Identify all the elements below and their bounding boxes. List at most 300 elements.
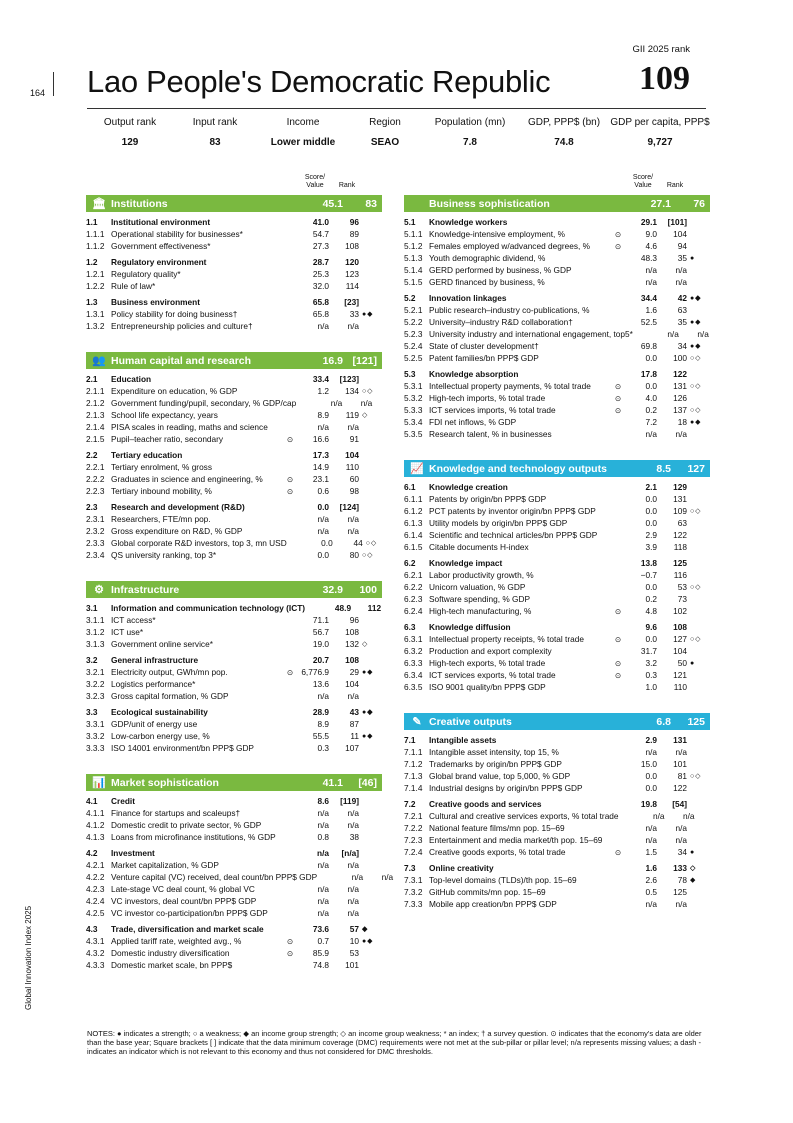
indicator-row: [404, 541, 710, 553]
indicator-code: 3.1.2: [86, 627, 105, 637]
indicator-code: 4.3.1: [86, 936, 105, 946]
indicator-rank: 44: [353, 538, 363, 548]
indicator-value: n/a: [645, 277, 657, 287]
indicator-row: [404, 657, 710, 669]
indicator-value: 3.2: [645, 658, 657, 668]
indicator-flags: ◇: [362, 412, 367, 419]
old-data-marker: ⊙: [614, 229, 622, 239]
indicator-row: [404, 822, 710, 834]
subpillar-score: 29.1: [640, 217, 657, 227]
indicator-name: Trademarks by origin/bn PPP$ GDP: [429, 759, 562, 769]
indicator-rank: 100: [673, 353, 687, 363]
indicator-flags: ○ ◇: [690, 508, 701, 515]
pillar-rank: [46]: [358, 776, 377, 789]
indicator-value: 1.6: [645, 305, 657, 315]
overview-header: Population (mn): [434, 117, 506, 128]
indicator-row: [86, 473, 382, 485]
subpillar-row: [404, 621, 710, 633]
subpillar-code: 3.1: [86, 603, 98, 613]
indicator-code: 3.2.1: [86, 667, 105, 677]
indicator-rank: 110: [673, 682, 687, 692]
overview-value: Lower middle: [270, 137, 336, 148]
indicator-rank: 60: [349, 474, 359, 484]
subpillar-score: 65.8: [312, 297, 329, 307]
indicator-name: GERD financed by business, %: [429, 277, 545, 287]
subpillar-name: Regulatory environment: [111, 257, 207, 267]
overview-header: Output rank: [103, 117, 157, 128]
indicator-rank: 108: [345, 627, 359, 637]
indicator-value: 0.0: [645, 582, 657, 592]
indicator-value: 0.0: [317, 550, 329, 560]
indicator-rank: 109: [673, 506, 687, 516]
indicator-code: 7.3.1: [404, 875, 423, 885]
indicator-flags: ◇: [362, 641, 367, 648]
indicator-name: Operational stability for businesses*: [111, 229, 243, 239]
indicator-row: [404, 633, 710, 645]
indicator-name: Graduates in science and engineering, %: [111, 474, 263, 484]
indicator-value: 1.0: [645, 682, 657, 692]
pillar-bar: [86, 774, 382, 791]
indicator-code: 2.1.3: [86, 410, 105, 420]
indicator-value: 23.1: [312, 474, 329, 484]
indicator-name: Unicorn valuation, % GDP: [429, 582, 526, 592]
indicator-name: VC investors, deal count/bn PPP$ GDP: [111, 896, 257, 906]
indicator-code: 4.2.5: [86, 908, 105, 918]
subpillar-code: 3.3: [86, 707, 98, 717]
subpillar-rank: 131: [673, 735, 687, 745]
indicator-code: 7.2.4: [404, 847, 423, 857]
old-data-marker: ⊙: [286, 474, 294, 484]
subpillar-name: Knowledge absorption: [429, 369, 519, 379]
indicator-value: n/a: [317, 860, 329, 870]
indicator-row: [86, 513, 382, 525]
score-header: Score/ Value: [632, 174, 654, 189]
subpillar-score: 28.7: [312, 257, 329, 267]
indicator-code: 3.1.3: [86, 639, 105, 649]
indicator-value: 0.3: [317, 743, 329, 753]
subpillar-score: 2.1: [645, 482, 657, 492]
overview-header: Input rank: [192, 117, 238, 128]
indicator-value: n/a: [667, 329, 679, 339]
indicator-value: n/a: [317, 808, 329, 818]
subpillar-row: [404, 368, 710, 380]
pillar-section: [404, 195, 710, 440]
indicator-code: 3.3.3: [86, 743, 105, 753]
indicator-code: 5.1.1: [404, 229, 423, 239]
subpillar-rank: 43: [349, 707, 359, 717]
indicator-rank: 87: [349, 719, 359, 729]
indicator-name: GitHub commits/mn pop. 15–69: [429, 887, 546, 897]
indicator-name: Production and export complexity: [429, 646, 552, 656]
indicator-value: 19.0: [312, 639, 329, 649]
pillar-name: Market sophistication: [111, 776, 219, 789]
indicator-code: 6.2.2: [404, 582, 423, 592]
indicator-name: Industrial designs by origin/bn PPP$ GDP: [429, 783, 583, 793]
indicator-rank: 118: [673, 542, 687, 552]
indicator-row: [404, 404, 710, 416]
indicator-flags: ○ ◇: [690, 773, 701, 780]
indicator-rank: 104: [673, 229, 687, 239]
score-rank-header: [404, 172, 710, 191]
subpillar-score: 33.4: [312, 374, 329, 384]
indicator-value: 25.3: [312, 269, 329, 279]
subpillar-flags: ◆: [362, 926, 367, 933]
indicator-row: [86, 320, 382, 332]
indicator-row: [86, 831, 382, 843]
indicator-name: Global corporate R&D investors, top 3, mn USD: [111, 538, 287, 548]
indicator-value: 0.0: [321, 538, 333, 548]
indicator-name: Venture capital (VC) received, deal count/bn PPP$ GDP: [111, 872, 318, 882]
subpillar-code: 6.1: [404, 482, 416, 492]
indicator-rank: 29: [349, 667, 359, 677]
indicator-code: 3.2.3: [86, 691, 105, 701]
indicator-row: [404, 493, 710, 505]
subpillar-code: 7.1: [404, 735, 416, 745]
indicator-rank: n/a: [347, 321, 359, 331]
subpillar-rank: 133: [673, 863, 687, 873]
indicator-flags: ○ ◇: [690, 355, 701, 362]
indicator-code: 3.3.2: [86, 731, 105, 741]
indicator-row: [404, 428, 710, 440]
subpillar-rank: 108: [673, 622, 687, 632]
indicator-rank: 53: [677, 582, 687, 592]
indicator-row: [86, 397, 382, 409]
indicator-name: Scientific and technical articles/bn PPP$ GDP: [429, 530, 598, 540]
subpillar-score: 73.6: [312, 924, 329, 934]
indicator-row: [86, 947, 382, 959]
old-data-marker: ⊙: [614, 381, 622, 391]
indicator-value: n/a: [317, 820, 329, 830]
indicator-row: [86, 859, 382, 871]
indicator-row: [404, 416, 710, 428]
indicator-row: [404, 645, 710, 657]
indicator-row: [86, 959, 382, 971]
indicator-value: n/a: [351, 872, 364, 882]
overview-header: Region: [369, 117, 401, 128]
indicator-name: Applied tariff rate, weighted avg., %: [111, 936, 242, 946]
indicator-name: Entertainment and media market/th pop. 15–69: [429, 835, 603, 845]
indicator-value: n/a: [645, 823, 657, 833]
indicator-code: 6.2.3: [404, 594, 423, 604]
indicator-name: Loans from microfinance institutions, % GDP: [111, 832, 276, 842]
indicator-row: [404, 340, 710, 352]
subpillar-name: Creative goods and services: [429, 799, 542, 809]
indicator-name: Tertiary inbound mobility, %: [111, 486, 212, 496]
indicator-code: 5.1.5: [404, 277, 423, 287]
right-column: [404, 172, 710, 910]
indicator-rank: 53: [349, 948, 359, 958]
pillar-name: Knowledge and technology outputs: [429, 462, 607, 475]
indicator-value: 0.5: [645, 887, 657, 897]
pillar-rank: 125: [687, 715, 705, 728]
indicator-rank: 101: [345, 960, 359, 970]
indicator-rank: 18: [677, 417, 687, 427]
subpillar-score: 0.0: [317, 502, 329, 512]
old-data-marker: ⊙: [614, 241, 622, 251]
pillar-bar: [86, 581, 382, 598]
header-divider: [53, 72, 54, 96]
indicator-code: 3.3.1: [86, 719, 105, 729]
indicator-code: 2.1.2: [86, 398, 105, 408]
subpillar-score: 19.8: [640, 799, 657, 809]
indicator-rank: 98: [349, 486, 359, 496]
indicator-code: 4.2.4: [86, 896, 105, 906]
indicator-code: 5.1.2: [404, 241, 423, 251]
indicator-row: [404, 380, 710, 392]
indicator-name: Market capitalization, % GDP: [111, 860, 219, 870]
indicator-rank: n/a: [347, 808, 359, 818]
indicator-rank: 134: [345, 386, 359, 396]
indicator-row: [404, 392, 710, 404]
indicator-flags: ● ◆: [690, 419, 701, 426]
old-data-marker: ⊙: [614, 670, 622, 680]
indicator-rank: 34: [677, 341, 687, 351]
indicator-rank: 104: [673, 646, 687, 656]
indicator-rank: n/a: [347, 691, 359, 701]
indicator-row: [404, 252, 710, 264]
indicator-row: [404, 264, 710, 276]
indicator-rank: 78: [677, 875, 687, 885]
subpillar-code: 1.2: [86, 257, 98, 267]
indicator-row: [86, 871, 394, 883]
indicator-value: 55.5: [312, 731, 329, 741]
score-rank-header: [86, 172, 382, 191]
subpillar-score: 1.6: [645, 863, 657, 873]
indicator-rank: n/a: [675, 823, 687, 833]
indicator-value: 8.9: [317, 719, 329, 729]
pillar-score: 8.5: [656, 462, 671, 475]
pillar-icon: ✎: [412, 716, 422, 728]
indicator-value: n/a: [317, 896, 329, 906]
subpillar-score: 17.3: [312, 450, 329, 460]
indicator-value: 56.7: [312, 627, 329, 637]
subpillar-rank: 129: [673, 482, 687, 492]
indicator-row: [86, 537, 382, 549]
overview-header: Income: [286, 117, 320, 128]
subpillar-score: 2.9: [645, 735, 657, 745]
indicator-row: [404, 810, 710, 822]
indicator-flags: ● ◆: [690, 319, 701, 326]
indicator-flags: ● ◆: [690, 343, 701, 350]
pillar-rank: 76: [693, 197, 705, 210]
subpillar-name: Knowledge workers: [429, 217, 508, 227]
indicator-name: High-tech imports, % total trade: [429, 393, 546, 403]
indicator-row: [404, 276, 710, 288]
subpillar-name: Education: [111, 374, 152, 384]
subpillar-rank: 120: [345, 257, 359, 267]
pillar-bar: [404, 195, 710, 212]
indicator-name: Government funding/pupil, secondary, % GDP/cap: [111, 398, 297, 408]
indicator-rank: n/a: [381, 872, 394, 882]
indicator-row: [404, 505, 710, 517]
indicator-flags: ○ ◇: [690, 383, 701, 390]
indicator-rank: 131: [673, 381, 687, 391]
indicator-row: [86, 385, 382, 397]
indicator-value: 74.8: [312, 960, 329, 970]
indicator-code: 1.3.2: [86, 321, 105, 331]
indicator-rank: n/a: [675, 277, 687, 287]
indicator-value: n/a: [317, 526, 329, 536]
indicator-name: Global brand value, top 5,000, % GDP: [429, 771, 571, 781]
indicator-code: 7.1.1: [404, 747, 423, 757]
indicator-rank: 119: [345, 410, 359, 420]
indicator-row: [86, 433, 382, 445]
indicator-code: 2.1.4: [86, 422, 105, 432]
indicator-name: Intellectual property payments, % total trade: [429, 381, 591, 391]
indicator-code: 3.2.2: [86, 679, 105, 689]
subpillar-name: Business environment: [111, 297, 200, 307]
indicator-value: 0.0: [645, 771, 657, 781]
indicator-value: 16.6: [312, 434, 329, 444]
indicator-rank: 80: [349, 550, 359, 560]
indicator-rank: 102: [673, 606, 687, 616]
subpillar-row: [404, 557, 710, 569]
indicator-rank: 132: [345, 639, 359, 649]
subpillar-row: [86, 501, 382, 513]
indicator-name: ICT services imports, % total trade: [429, 405, 556, 415]
indicator-code: 2.3.2: [86, 526, 105, 536]
indicator-code: 2.2.1: [86, 462, 105, 472]
rank-label: GII 2025 rank: [632, 44, 690, 55]
indicator-row: [86, 409, 382, 421]
indicator-code: 6.3.4: [404, 670, 423, 680]
indicator-rank: 107: [345, 743, 359, 753]
indicator-code: 4.3.3: [86, 960, 105, 970]
indicator-value: 0.3: [645, 670, 657, 680]
subpillar-code: 1.3: [86, 297, 98, 307]
pillar-bar: [404, 460, 710, 477]
indicator-row: [86, 690, 382, 702]
indicator-name: QS university ranking, top 3*: [111, 550, 217, 560]
indicator-code: 4.1.3: [86, 832, 105, 842]
indicator-rank: n/a: [675, 835, 687, 845]
indicator-flags: ○ ◇: [365, 540, 376, 547]
pillar-name: Creative outputs: [429, 715, 512, 728]
subpillar-code: 3.2: [86, 655, 98, 665]
indicator-row: [86, 718, 382, 730]
indicator-code: 2.2.3: [86, 486, 105, 496]
indicator-name: Electricity output, GWh/mn pop.: [111, 667, 228, 677]
indicator-rank: 101: [673, 759, 687, 769]
pillar-rank: 100: [359, 583, 377, 596]
indicator-row: [86, 883, 382, 895]
pillar-name: Human capital and research: [111, 354, 252, 367]
old-data-marker: ⊙: [614, 658, 622, 668]
indicator-name: PCT patents by inventor origin/bn PPP$ GDP: [429, 506, 596, 516]
subpillar-code: 5.3: [404, 369, 416, 379]
indicator-name: Software spending, % GDP: [429, 594, 530, 604]
indicator-flags: ○ ◇: [362, 552, 373, 559]
indicator-code: 6.1.2: [404, 506, 423, 516]
indicator-row: [86, 742, 382, 754]
indicator-rank: 35: [677, 253, 687, 263]
indicator-rank: 116: [673, 570, 687, 580]
indicator-code: 5.3.1: [404, 381, 423, 391]
score-header: Score/ Value: [304, 174, 326, 189]
indicator-code: 4.2.1: [86, 860, 105, 870]
indicator-code: 1.1.1: [86, 229, 105, 239]
subpillar-row: [404, 481, 710, 493]
indicator-rank: n/a: [360, 398, 373, 408]
indicator-name: Intangible asset intensity, top 15, %: [429, 747, 559, 757]
indicator-value: n/a: [317, 422, 329, 432]
subpillar-name: Online creativity: [429, 863, 494, 873]
subpillar-score: 41.0: [312, 217, 329, 227]
indicator-value: 0.0: [645, 518, 657, 528]
indicator-name: Research talent, % in businesses: [429, 429, 552, 439]
indicator-code: 3.1.1: [86, 615, 105, 625]
subpillar-code: 4.1: [86, 796, 98, 806]
indicator-flags: ●: [690, 254, 694, 262]
indicator-code: 7.3.3: [404, 899, 423, 909]
indicator-row: [404, 746, 710, 758]
subpillar-name: Institutional environment: [111, 217, 211, 227]
subpillar-name: Knowledge impact: [429, 558, 503, 568]
indicator-rank: 50: [677, 658, 687, 668]
side-label: Global Innovation Index 2025: [24, 905, 33, 1010]
indicator-code: 5.3.2: [404, 393, 423, 403]
subpillar-rank: [23]: [344, 297, 359, 307]
indicator-name: GERD performed by business, % GDP: [429, 265, 572, 275]
indicator-row: [404, 316, 710, 328]
indicator-code: 2.3.3: [86, 538, 105, 548]
pillar-score: 45.1: [322, 197, 343, 210]
subpillar-rank: 104: [345, 450, 359, 460]
indicator-name: PISA scales in reading, maths and science: [111, 422, 268, 432]
indicator-code: 6.3.2: [404, 646, 423, 656]
indicator-code: 5.2.1: [404, 305, 423, 315]
subpillar-name: Research and development (R&D): [111, 502, 245, 512]
subpillar-code: 2.3: [86, 502, 98, 512]
subpillar-name: Innovation linkages: [429, 293, 507, 303]
indicator-flags: ●: [690, 659, 694, 667]
old-data-marker: ⊙: [614, 405, 622, 415]
indicator-name: Youth demographic dividend, %: [429, 253, 546, 263]
old-data-marker: ⊙: [286, 434, 294, 444]
indicator-rank: 94: [677, 241, 687, 251]
pillar-score: 6.8: [656, 715, 671, 728]
indicator-row: [86, 240, 382, 252]
indicator-name: Females employed w/advanced degrees, %: [429, 241, 590, 251]
subpillar-score: n/a: [317, 848, 329, 858]
indicator-rank: n/a: [697, 329, 709, 339]
subpillar-rank: [124]: [339, 502, 359, 512]
indicator-rank: 121: [673, 670, 687, 680]
indicator-row: [86, 525, 382, 537]
subpillar-score: 20.7: [312, 655, 329, 665]
subpillar-row: [86, 847, 382, 859]
subpillar-name: Knowledge diffusion: [429, 622, 511, 632]
notes: NOTES: ● indicates a strength; ○ a weakness; ◆ an income group strength; ◇ an income group weakness; * an index; † a survey question. ⊙ indicates that the economy's data are older than the base year; Square brackets [ ] indicate that the data minimum coverage (DMC) requirements were not met at the sub-pillar or pillar level; n/a represents missing values; a dash - indicates an indicator which is not relevant to this economy and thus not considered for DMC thresholds.: [87, 1029, 702, 1056]
indicator-row: [86, 730, 382, 742]
indicator-code: 5.2.5: [404, 353, 423, 363]
indicator-rank: 33: [349, 309, 359, 319]
indicator-value: 48.3: [640, 253, 657, 263]
indicator-value: 54.7: [312, 229, 329, 239]
old-data-marker: ⊙: [286, 936, 294, 946]
indicator-name: Creative goods exports, % total trade: [429, 847, 566, 857]
indicator-code: 4.3.2: [86, 948, 105, 958]
indicator-code: 4.2.2: [86, 872, 105, 882]
page-number: 164: [30, 88, 46, 98]
indicator-value: 0.8: [317, 832, 329, 842]
country-title: Lao People's Democratic Republic: [87, 64, 551, 99]
indicator-name: Gross expenditure on R&D, % GDP: [111, 526, 243, 536]
indicator-value: n/a: [317, 691, 329, 701]
subpillar-row: [404, 862, 710, 874]
subpillar-row: [404, 798, 710, 810]
indicator-row: [404, 669, 710, 681]
